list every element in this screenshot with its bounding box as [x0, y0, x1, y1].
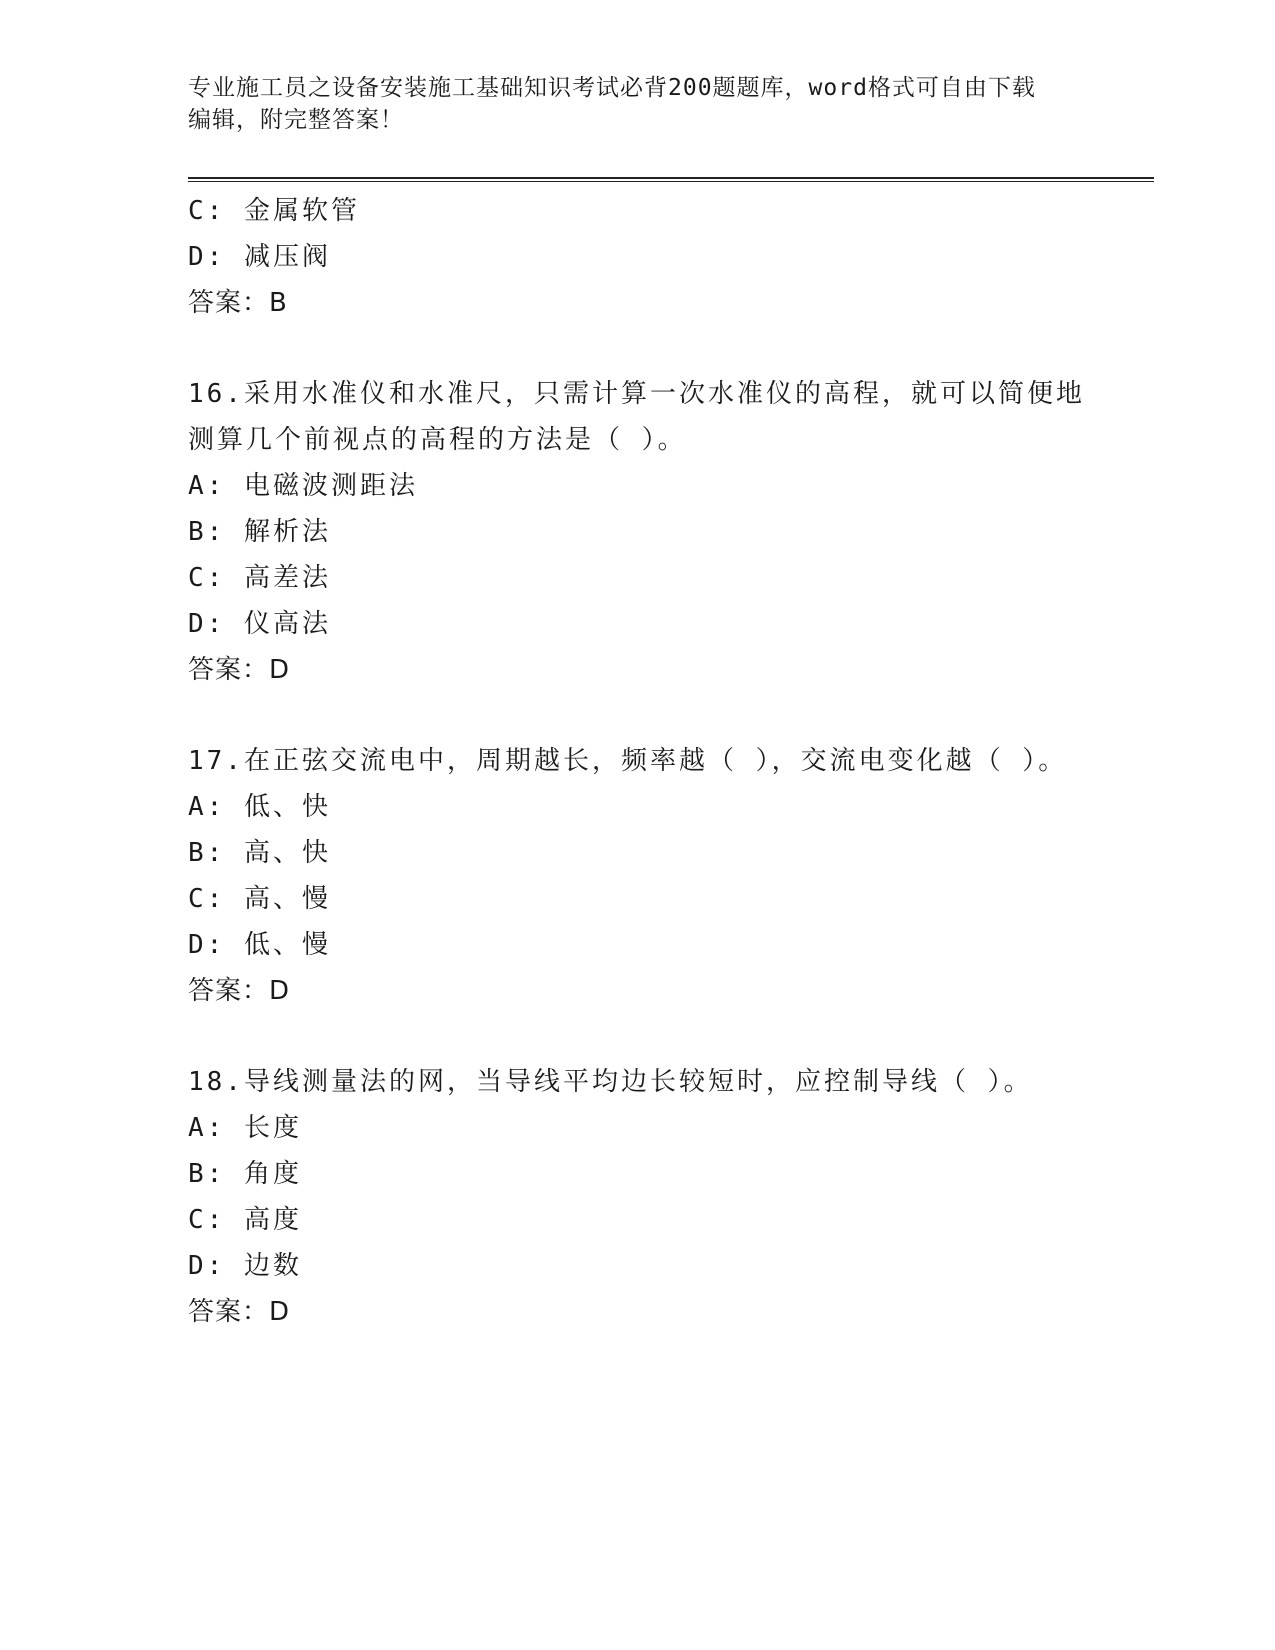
header-title-line-1: 专业施工员之设备安装施工基础知识考试必背200题题库，word格式可自由下载 [188, 75, 1036, 101]
question-17 [188, 738, 1148, 1014]
q18-option-c: C: 高度 [188, 1205, 302, 1235]
q16-answer: 答案：D [188, 655, 291, 685]
q16-option-d: D: 仪高法 [188, 609, 331, 639]
q16-option-a: A: 电磁波测距法 [188, 471, 418, 501]
q18-option-a: A: 长度 [188, 1113, 302, 1143]
question-16 [188, 371, 1148, 693]
q15-answer: 答案：B [188, 288, 288, 318]
q17-answer: 答案：D [188, 976, 291, 1006]
header-title-line-2: 编辑，附完整答案！ [188, 107, 404, 133]
q15-option-c: C: 金属软管 [188, 196, 360, 226]
q17-stem-line-1: 17.在正弦交流电中，周期越长，频率越（ ），交流电变化越（ ）。 [188, 746, 1068, 776]
q17-option-a: A: 低、快 [188, 792, 331, 822]
q17-option-b: B: 高、快 [188, 838, 331, 868]
question-15-tail [188, 188, 1148, 326]
q15-option-d: D: 减压阀 [188, 242, 331, 272]
page-header [188, 72, 1088, 136]
spacer [188, 326, 1148, 371]
q18-stem-line-1: 18.导线测量法的网，当导线平均边长较短时，应控制导线（ ）。 [188, 1067, 1033, 1097]
header-divider [188, 177, 1154, 182]
q17-option-c: C: 高、慢 [188, 884, 331, 914]
q18-answer: 答案：D [188, 1297, 291, 1327]
spacer [188, 693, 1148, 738]
question-18 [188, 1059, 1148, 1335]
q16-option-b: B: 解析法 [188, 517, 331, 547]
q16-stem-line-1: 16.采用水准仪和水准尺，只需计算一次水准仪的高程，就可以简便地 [188, 379, 1085, 409]
q18-option-b: B: 角度 [188, 1159, 302, 1189]
q17-option-d: D: 低、慢 [188, 930, 331, 960]
q16-stem-line-2: 测算几个前视点的高程的方法是（ ）。 [188, 425, 687, 455]
question-list [188, 188, 1148, 1335]
spacer [188, 1014, 1148, 1059]
q18-option-d: D: 边数 [188, 1251, 302, 1281]
q16-option-c: C: 高差法 [188, 563, 331, 593]
